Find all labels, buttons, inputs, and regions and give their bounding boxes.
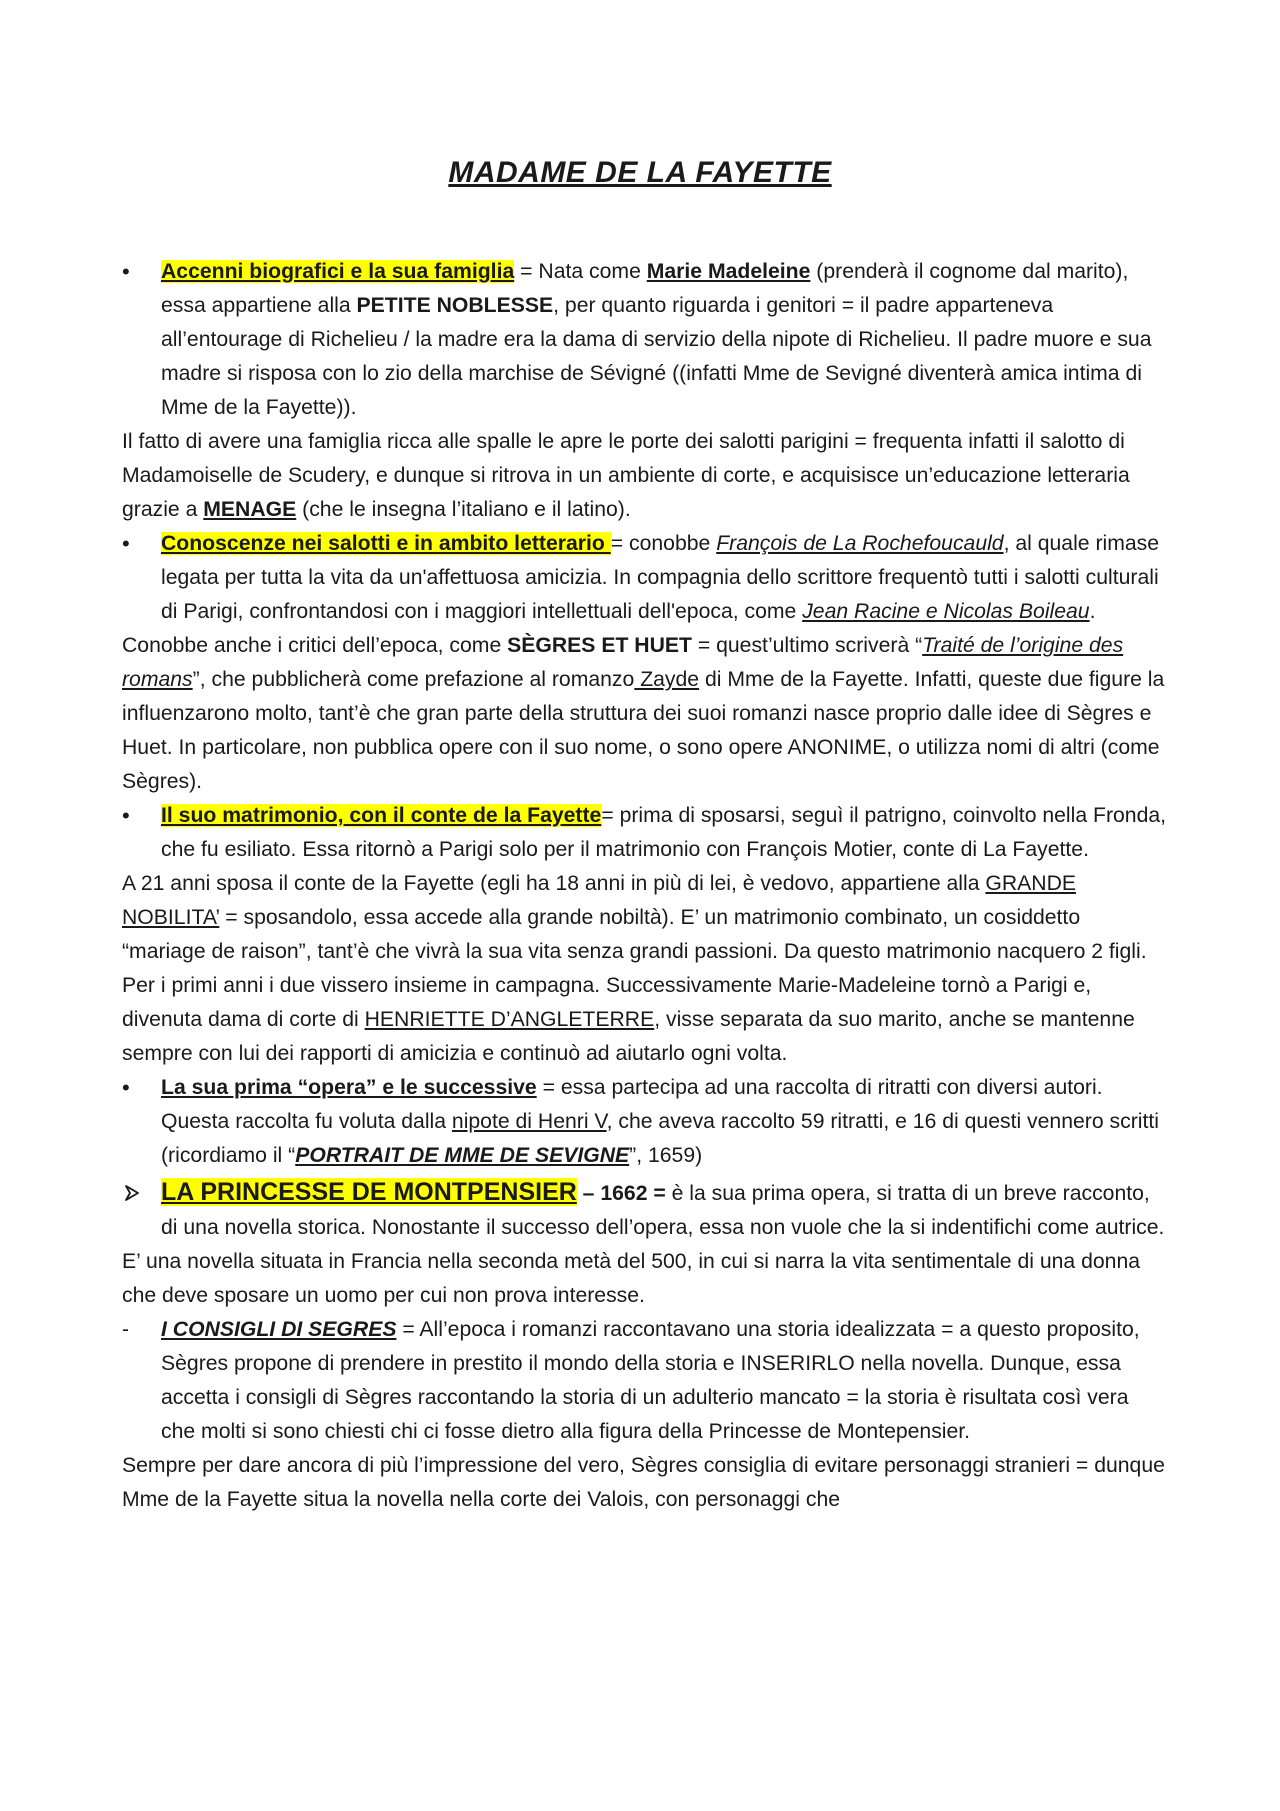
bullet-matrimonio: • Il suo matrimonio, con il conte de la Fayette= prima di sposarsi, seguì il patrigno, coinvolto nella Fronda, che fu esiliato. Essa ritornò a Parigi solo per il matrimonio con François Motier, conte di La Fayette. <box>122 799 1167 867</box>
section-label: Conoscenze nei salotti e in ambito letterario <box>161 532 611 555</box>
name-marie-madeleine: Marie Madeleine <box>646 260 811 283</box>
paragraph: E’ una novella situata in Francia nella seconda metà del 500, in cui si narra la vita sentimentale di una donna che deve sposare un uomo per cui non prova interesse. <box>122 1250 1141 1307</box>
bullet-biografia: • Accenni biografici e la sua famiglia = Nata come Marie Madeleine (prenderà il cognome dal marito), essa appartiene alla PETITE NOBLESSE, per quanto riguarda i genitori = il padre apparteneva all’entourage di Richelieu / la madre era la dama di servizio della nipote di Richelieu. Il padre muore e sua madre si risposa con lo zio della marchise de Sévigné ((infatti Mme de Sevigné diventerà amica intima di Mme de la Fayette)). <box>122 255 1167 425</box>
bullet-icon: • <box>122 259 130 284</box>
section-label: Il suo matrimonio, con il conte de la Fayette <box>161 804 602 827</box>
bullet-icon: • <box>122 531 130 556</box>
paragraph: Sempre per dare ancora di più l’impressione del vero, Sègres consiglia di evitare personaggi stranieri = dunque Mme de la Fayette situa la novella nella corte dei Valois, con personaggi che <box>122 1454 1165 1511</box>
bullet-conoscenze: • Conoscenze nei salotti e in ambito letterario = conobbe François de La Rochefoucauld, al quale rimase legata per tutta la vita da un'affettuosa amicizia. In compagnia dello scrittore frequentò tutti i salotti culturali di Parigi, confrontandosi con i maggiori intellettuali dell'epoca, come Jean Racine e Nicolas Boileau. <box>122 527 1167 629</box>
paragraph: Per i primi anni i due vissero insieme in campagna. Successivamente Marie-Madeleine tornò a Parigi e, divenuta dama di corte di HENRIETTE D’ANGLETERRE, visse separata da suo marito, anche se mantenne sempre con lui dei rapporti di amicizia e continuò ad aiutarlo ogni volta. <box>122 974 1135 1065</box>
section-label: La sua prima “opera” e le successive <box>161 1076 537 1099</box>
document-body <box>122 255 1167 1517</box>
section-label: I CONSIGLI DI SEGRES <box>161 1318 397 1341</box>
bullet-consigli: - I CONSIGLI DI SEGRES = All’epoca i romanzi raccontavano una storia idealizzata = a questo proposito, Sègres propone di prendere in prestito il mondo della storia e INSERIRLO nella novella. Dunque, essa accetta i consigli di Sègres raccontando la storia di un adulterio mancato = la storia è risultata così vera che molti si sono chiesti chi ci fosse dietro alla figura della Princesse de Montepensier. <box>122 1313 1167 1449</box>
section-label: Accenni biografici e la sua famiglia <box>161 260 515 283</box>
bullet-prima-opera: • La sua prima “opera” e le successive = essa partecipa ad una raccolta di ritratti con diversi autori. Questa raccolta fu voluta dalla nipote di Henri V, che aveva raccolto 59 ritratti, e 16 di questi vennero scritti (ricordiamo il “PORTRAIT DE MME DE SEVIGNE”, 1659) <box>122 1071 1167 1173</box>
bullet-montpensier: LA PRINCESSE DE MONTPENSIER – 1662 = è la sua prima opera, si tratta di un breve racconto, di una novella storica. Nonostante il successo dell’opera, essa non vuole che la si indentifichi come autrice. <box>122 1175 1167 1245</box>
paragraph: A 21 anni sposa il conte de la Fayette (egli ha 18 anni in più di lei, è vedovo, appartiene alla GRANDE NOBILITA’ = sposandolo, essa accede alla grande nobiltà). E’ un matrimonio combinato, un cosiddetto “mariage de raison”, tant’è che vivrà la sua vita senza grandi passioni. Da questo matrimonio nacquero 2 figli. <box>122 872 1147 963</box>
bullet-icon: • <box>122 1075 130 1100</box>
paragraph: Conobbe anche i critici dell’epoca, come SÈGRES ET HUET = quest’ultimo scriverà “Traité de l’origine des romans”, che pubblicherà come prefazione al romanzo Zayde di Mme de la Fayette. Infatti, queste due figure la influenzarono molto, tant’è che gran parte della struttura dei suoi romanzi nasce proprio dalle idee di Sègres e Huet. In particolare, non pubblica opere con il suo nome, o sono opere ANONIME, o utilizza nomi di altri (come Sègres). <box>122 634 1165 793</box>
bullet-icon: • <box>122 803 130 828</box>
dash-bullet-icon: - <box>122 1318 129 1341</box>
section-label: LA PRINCESSE DE MONTPENSIER <box>161 1178 577 1206</box>
page-title: MADAME DE LA FAYETTE <box>448 156 832 189</box>
paragraph: Il fatto di avere una famiglia ricca alle spalle le apre le porte dei salotti parigini = frequenta infatti il salotto di Madamoiselle de Scudery, e dunque si ritrova in un ambiente di corte, e acquisisce un’educazione letteraria grazie a MENAGE (che le insegna l’italiano e il latino). <box>122 430 1130 521</box>
